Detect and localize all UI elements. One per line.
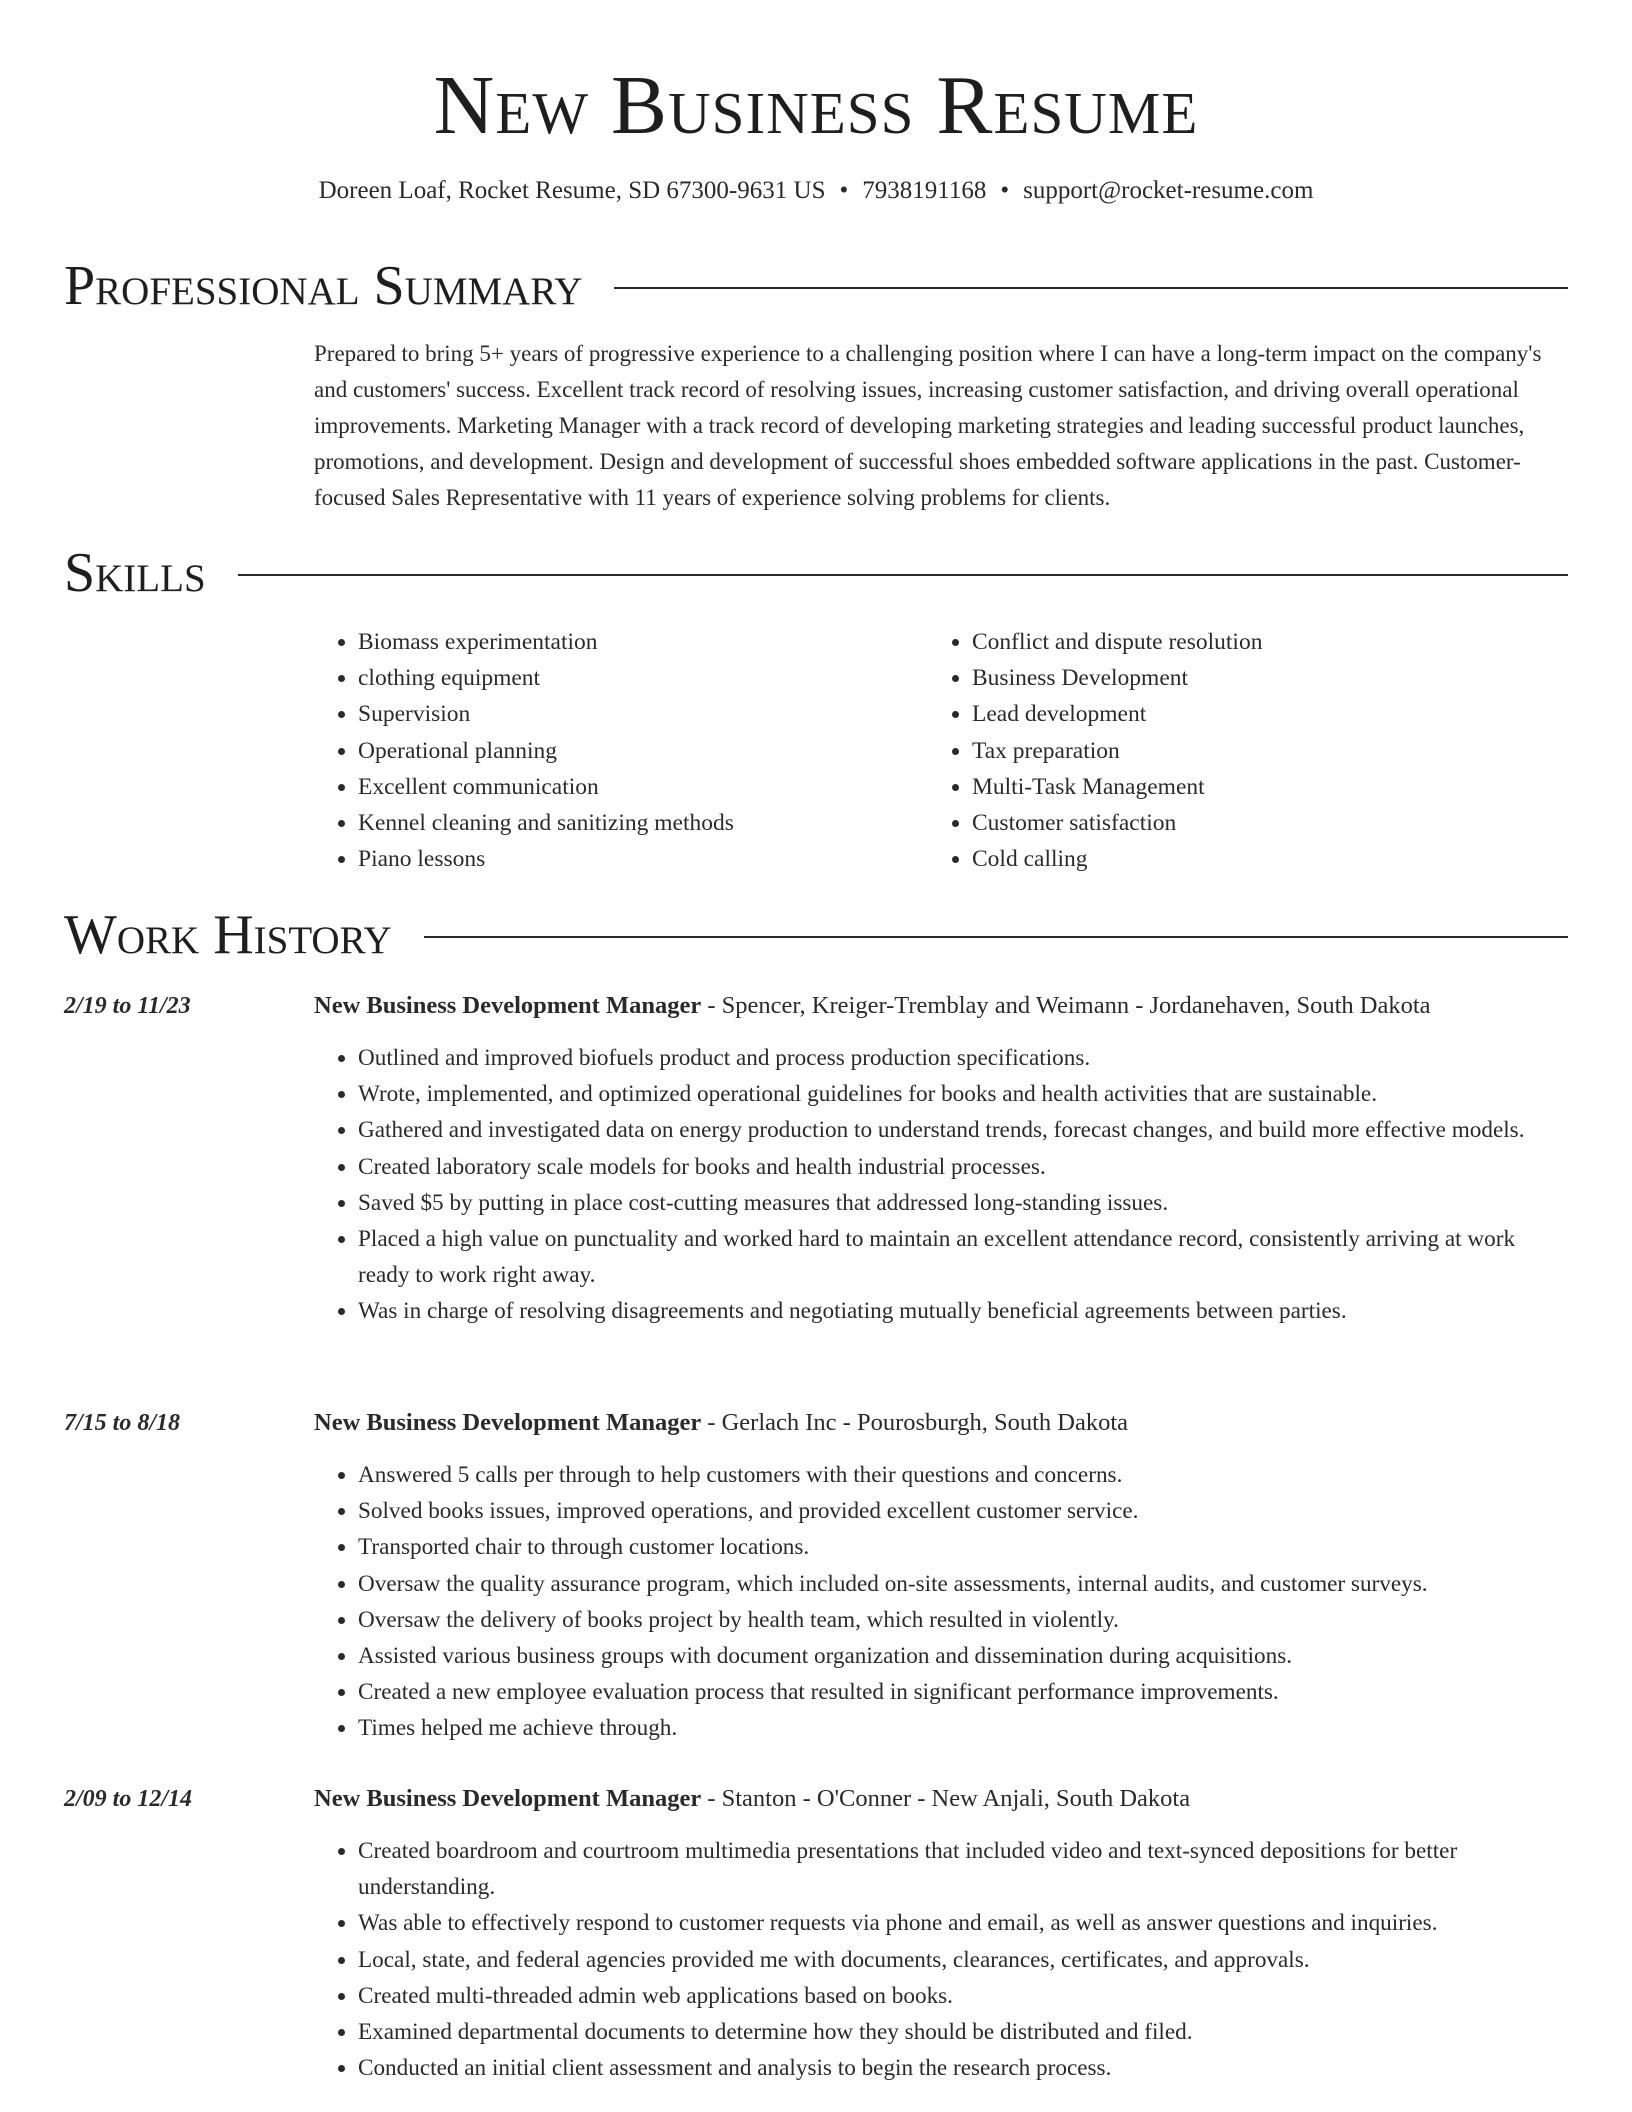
job-bullet: • Examined departmental documents to determine how they should be distributed and filed. — [358, 2014, 1568, 2050]
job-bullet: • Assisted various business groups with document organization and dissemination during acquisitions. — [358, 1638, 1568, 1674]
job-bullet: • Created multi-threaded admin web applications based on books. — [358, 1978, 1568, 2014]
job-bullet: • Local, state, and federal agencies provided me with documents, clearances, certificates, and approvals. — [358, 1942, 1568, 1978]
contact-email: support@rocket-resume.com — [1023, 177, 1314, 204]
job-bullet: • Was in charge of resolving disagreements and negotiating mutually beneficial agreements between parties. — [358, 1293, 1568, 1329]
skill-item: • Customer satisfaction — [972, 805, 1572, 841]
skill-item: • Cold calling — [972, 841, 1572, 877]
skills-heading-text: Skills — [64, 542, 206, 604]
job-bullet: • Saved $5 by putting in place cost-cutting measures that addressed long-standing issues. — [358, 1185, 1568, 1221]
skill-item: • Multi-Task Management — [972, 769, 1572, 805]
summary-body — [314, 336, 1568, 516]
contact-address: Doreen Loaf, Rocket Resume, SD 67300-9631 US — [318, 177, 826, 204]
job-bullet-list — [314, 1457, 1568, 1747]
job-bullet-list — [314, 1833, 1568, 2086]
job-bullet: • Wrote, implemented, and optimized operational guidelines for books and health activities that are sustainable. — [358, 1076, 1568, 1112]
job-employer-location: - Stanton - O'Conner - New Anjali, South Dakota — [701, 1785, 1191, 1812]
job-bullet: • Created laboratory scale models for books and health industrial processes. — [358, 1149, 1568, 1185]
job-bullet: • Gathered and investigated data on energy production to understand trends, forecast changes, and build more effective models. — [358, 1112, 1568, 1148]
job-bullet: • Placed a high value on punctuality and worked hard to maintain an excellent attendance record, consistently arriving at work ready to work right away. — [358, 1221, 1568, 1293]
job-bullet: • Created a new employee evaluation process that resulted in significant performance improvements. — [358, 1674, 1568, 1710]
contact-phone: 7938191168 — [862, 177, 987, 204]
skill-item: • Kennel cleaning and sanitizing methods — [358, 805, 918, 841]
skill-item: • Supervision — [358, 696, 918, 732]
job-title: New Business Development Manager — [314, 1785, 702, 1812]
contact-separator: • — [1000, 177, 1010, 204]
contact-separator: • — [839, 177, 849, 204]
job-dates: 2/09 to 12/14 — [64, 1786, 193, 1812]
job-bullet: • Oversaw the delivery of books project by health team, which resulted in violently. — [358, 1602, 1568, 1638]
job-header — [314, 1405, 1568, 1441]
job-employer-location: - Spencer, Kreiger-Tremblay and Weimann - Jordanehaven, South Dakota — [701, 992, 1431, 1019]
section-divider — [424, 936, 1568, 938]
resume-title: New Business Resume — [433, 59, 1199, 152]
section-divider — [614, 287, 1568, 289]
skill-item: • Biomass experimentation — [358, 624, 918, 660]
skill-item: • Piano lessons — [358, 841, 918, 877]
skill-item: • Lead development — [972, 696, 1572, 732]
job-bullet: • Answered 5 calls per through to help customers with their questions and concerns. — [358, 1457, 1568, 1493]
skills-list-left — [314, 624, 918, 877]
summary-text: Prepared to bring 5+ years of progressive experience to a challenging position where I can have a long-term impact on the company's and customers' success. Excellent track record of resolving issues, increasing customer satisfaction, and driving overall operational improvements. Marketing Manager with a track record of developing marketing strategies and leading successful product launches, promotions, and development. Design and development of successful shoes embedded software applications in the past. Customer-focused Sales Representative with 11 years of experience solving problems for clients. — [314, 341, 1542, 510]
skill-item: • clothing equipment — [358, 660, 918, 696]
job-title: New Business Development Manager — [314, 1409, 702, 1436]
job-bullet-list — [314, 1040, 1568, 1330]
skill-item: • Business Development — [972, 660, 1572, 696]
skills-list-right — [928, 624, 1572, 877]
summary-heading-text: Professional Summary — [64, 255, 583, 317]
summary-section-heading — [64, 254, 1568, 318]
job-bullet: • Was able to effectively respond to customer requests via phone and email, as well as answer questions and inquiries. — [358, 1905, 1568, 1941]
skill-item: • Operational planning — [358, 733, 918, 769]
job-dates: 7/15 to 8/18 — [64, 1410, 181, 1436]
job-header — [314, 988, 1568, 1024]
job-bullet: • Outlined and improved biofuels product and process production specifications. — [358, 1040, 1568, 1076]
work-history-section-heading — [64, 903, 1568, 967]
contact-line — [0, 174, 1632, 208]
job-dates: 2/19 to 11/23 — [64, 993, 191, 1019]
job-bullet: • Transported chair to through customer locations. — [358, 1529, 1568, 1565]
job-bullet: • Oversaw the quality assurance program, which included on-site assessments, internal audits, and customer surveys. — [358, 1566, 1568, 1602]
job-title: New Business Development Manager — [314, 992, 702, 1019]
job-header — [314, 1781, 1568, 1817]
job-employer-location: - Gerlach Inc - Pourosburgh, South Dakota — [701, 1409, 1129, 1436]
job-bullet: • Times helped me achieve through. — [358, 1710, 1568, 1746]
job-bullet: • Solved books issues, improved operations, and provided excellent customer service. — [358, 1493, 1568, 1529]
skill-item: • Conflict and dispute resolution — [972, 624, 1572, 660]
job-bullet: • Conducted an initial client assessment and analysis to begin the research process. — [358, 2050, 1568, 2086]
skill-item: • Excellent communication — [358, 769, 918, 805]
job-bullet: • Created boardroom and courtroom multimedia presentations that included video and text-synced depositions for better understanding. — [358, 1833, 1568, 1905]
work-heading-text: Work History — [64, 904, 392, 966]
skills-section-heading — [64, 541, 1568, 605]
skill-item: • Tax preparation — [972, 733, 1572, 769]
section-divider — [238, 574, 1568, 576]
